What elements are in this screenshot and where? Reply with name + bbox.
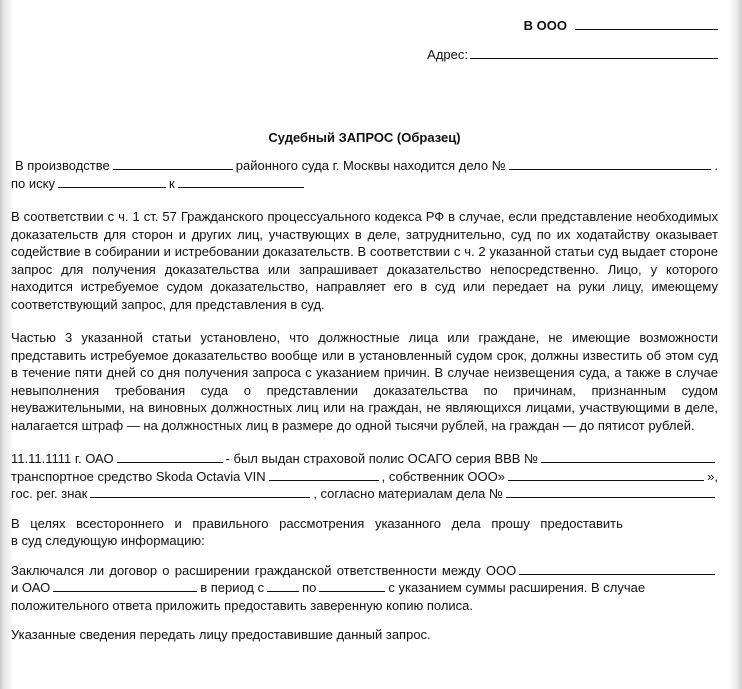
reg-sign-blank	[90, 485, 310, 498]
request-text: В целях всестороннего и правильного рассмотрения указанного дела прошу предоставить	[11, 515, 623, 531]
policy-text: - был выдан страховой полис ОСАГО серия ВВВ №	[225, 451, 539, 466]
policy-text: , согласно материалам дела №	[313, 486, 503, 501]
policy-line-1	[11, 450, 718, 468]
question-line-2	[11, 579, 718, 597]
court-blank	[113, 157, 233, 170]
addressee-blank	[575, 17, 718, 30]
address-label: Адрес:	[427, 47, 468, 62]
address-line	[398, 46, 718, 70]
question-text: и ОАО	[11, 580, 51, 595]
period-to-blank	[319, 579, 385, 592]
policy-text: , собственник ООО»	[381, 468, 505, 484]
question-text: Заключался ли договор о расширении гражданской ответственности между ООО	[11, 562, 517, 578]
addressee-label: В ООО	[523, 18, 567, 33]
vin-blank	[269, 468, 379, 481]
question-text: по	[302, 580, 317, 595]
question-text: с указанием суммы расширения. В случае	[388, 580, 646, 595]
request-text: в суд следующую информацию:	[11, 533, 205, 548]
policy-text: транспортное средство Skoda Octavia VIN	[11, 468, 266, 484]
paragraph-liability: Частью 3 указанной статьи установлено, что должностные лица или граждане, не имеющие возможности представить истребуемое доказательство вообще или в установленный судом срок, должны известить об этом суд в течение пяти дней со дня получения запроса с указанием причин. В случае неизвещения суда, а также в случае невыполнения требования суда о представлении доказательства по причинам, признанным судом неуважительными, на виновных должностных лиц или на граждан, не являющихся лицами, участвующими в деле, налагается штраф — на должностных лиц в размере до одной тысячи рублей, на граждан — до пятисот рублей.	[11, 330, 718, 433]
question-line-3	[11, 597, 718, 615]
oao-blank	[53, 579, 197, 592]
intro-text: .	[714, 158, 718, 173]
intro-text: к	[168, 175, 175, 191]
intro-text: по иску	[11, 175, 55, 191]
closing-line	[11, 626, 718, 644]
period-from-blank	[267, 579, 299, 592]
intro-text: районного суда г. Москвы находится дело №	[235, 158, 506, 173]
question-text: положительного ответа приложить предоставить заверенную копию полиса.	[11, 597, 474, 613]
policy-number-blank	[541, 450, 715, 463]
plaintiff-blank	[58, 175, 166, 188]
owner-blank	[508, 468, 704, 481]
case-number-blank	[509, 157, 712, 170]
document-title: Судебный ЗАПРОС (Образец)	[268, 130, 461, 145]
intro-text: В производстве	[15, 158, 110, 173]
policy-text: 11.11.1111 г. ОАО	[11, 451, 114, 466]
policy-line-3	[11, 485, 718, 503]
policy-text: »,	[707, 468, 718, 484]
question-line-1	[11, 562, 718, 580]
policy-text: гос. рег. знак	[11, 486, 88, 501]
ooo-blank	[519, 562, 715, 575]
request-line-1	[11, 515, 718, 533]
addressee-line	[398, 17, 718, 41]
question-text: в период с	[200, 580, 265, 595]
org-blank	[117, 450, 223, 463]
defendant-blank	[178, 175, 304, 188]
paragraph-legal-basis: В соответствии с ч. 1 ст. 57 Гражданского процессуального кодекса РФ в случае, если представление необходимых доказательств для сторон и других лиц, участвующих в деле, затруднительно, суд по их ходатайству оказывает содействие в собирании и истребовании доказательств. В соответствии с ч. 2 указанной статьи суд выдает стороне запрос для получения доказательства или запрашивает доказательство непосредственно. Лицо, у которого находится истребуемое судом доказательство, направляет его в суд или передает на руки лицу, имеющему соответствующий запрос, для представления в суд.	[11, 209, 718, 312]
document-body	[11, 157, 718, 644]
addressee-block	[398, 17, 718, 70]
case-ref-blank	[506, 485, 715, 498]
request-line-2	[11, 532, 718, 550]
intro-line-1	[11, 157, 718, 175]
intro-line-2	[11, 175, 718, 193]
policy-line-2	[11, 468, 718, 486]
document-page	[11, 0, 718, 689]
address-blank	[470, 46, 718, 59]
closing-text: Указанные сведения передать лицу предоставившие данный запрос.	[11, 627, 431, 642]
